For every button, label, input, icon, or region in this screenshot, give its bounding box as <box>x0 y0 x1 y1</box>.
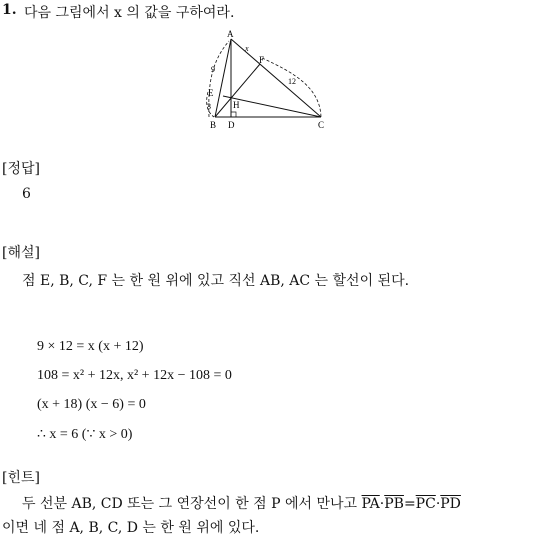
label-E: E <box>208 88 214 98</box>
equation-4: ∴ x = 6 (∵ x > 0) <box>37 427 133 442</box>
equation-2: 108 = x² + 12x, x² + 12x − 108 = 0 <box>37 368 232 383</box>
answer-label: [정답] <box>2 161 40 177</box>
segment-PC: $\overline{PC}$ <box>415 496 436 512</box>
equals-sign: = <box>403 496 416 512</box>
solution-label: [해설] <box>2 245 40 261</box>
hint-line-2: 이면 네 점 A, B, C, D 는 한 원 위에 있다. <box>2 520 260 536</box>
label-H: H <box>233 100 240 110</box>
hint-prefix: 두 선분 AB, CD 또는 그 연장선이 한 점 P 에서 만나고 <box>22 496 362 512</box>
label-C: C <box>318 120 325 130</box>
label-F: F <box>259 55 265 65</box>
right-angle-D <box>231 112 236 117</box>
dot-2: · <box>435 496 441 512</box>
label-B: B <box>210 120 217 130</box>
length-FC: 12 <box>288 77 296 86</box>
segment-PA: $\overline{PA}$ <box>361 496 380 512</box>
length-EB: 3 <box>207 102 211 111</box>
hint-line-1 <box>22 493 461 513</box>
label-A: A <box>227 29 234 39</box>
segment-PB: $\overline{PB}$ <box>384 496 404 512</box>
question-number: 1. <box>2 2 17 18</box>
question-text: 다음 그림에서 x 의 값을 구하여라. <box>24 5 235 21</box>
segment-PD: $\overline{PD}$ <box>440 496 461 512</box>
answer-value: 6 <box>22 186 31 202</box>
hint-label: [힌트] <box>2 470 40 486</box>
circle-arc-upper <box>209 41 229 117</box>
length-AF: x <box>245 44 249 53</box>
circle-arc-right <box>262 58 321 117</box>
equation-3: (x + 18) (x − 6) = 0 <box>37 397 146 412</box>
label-D: D <box>228 120 235 130</box>
solution-text: 점 E, B, C, F 는 한 원 위에 있고 직선 AB, AC 는 할선이 된다. <box>22 273 410 289</box>
length-AE: 9 <box>211 65 215 74</box>
geometry-figure <box>200 28 335 133</box>
equation-1: 9 × 12 = x (x + 12) <box>37 339 144 354</box>
segment-AB <box>215 39 231 117</box>
dot-1: · <box>379 496 385 512</box>
